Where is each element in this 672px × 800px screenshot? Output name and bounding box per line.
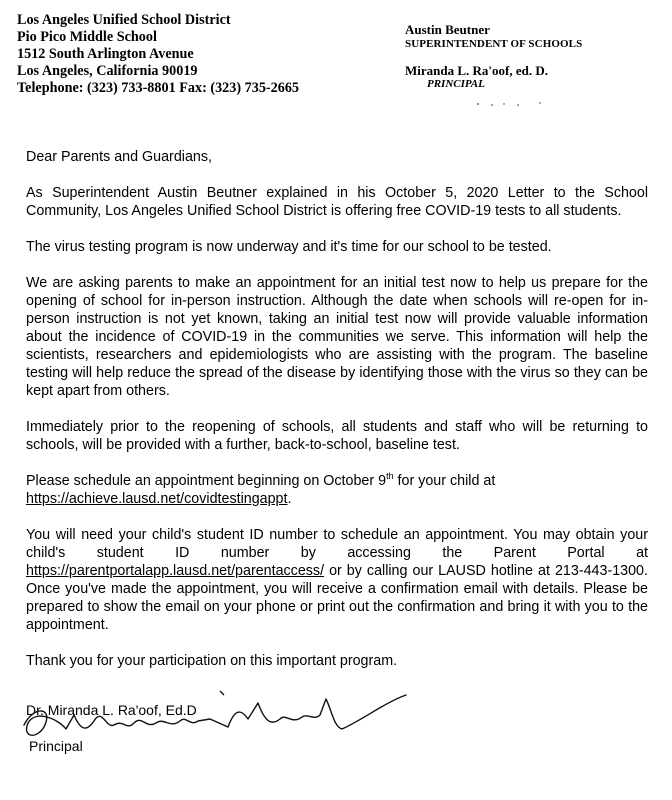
p5-text: Please schedule an appointment beginning on October 9 [26,473,387,489]
city-address: Los Angeles, California 90019 [17,63,198,79]
p6-text: You will need your child's student ID number to schedule an appointment. You may obtain your child's student ID number by accessing the Parent Portal at [26,527,648,561]
signer-title: Principal [29,738,83,754]
superintendent-name: Austin Beutner [405,22,490,37]
paragraph-1: As Superintendent Austin Beutner explained in his October 5, 2020 Letter to the School Community, Los Angeles Unified School District is offering free COVID-19 tests to all students. [26,185,648,219]
superintendent-title: SUPERINTENDENT OF SCHOOLS [405,38,583,50]
handwritten-signature [14,685,414,755]
signer-name: Dr. Miranda L. Ra'oof, Ed.D [26,702,197,718]
p5-superscript: th [386,471,394,482]
phone-fax: Telephone: (323) 733-8801 Fax: (323) 735-2665 [17,80,300,96]
school-name: Pio Pico Middle School [17,29,157,45]
principal-name: Miranda L. Ra'oof, ed. D. [405,63,548,78]
parent-portal-link[interactable]: https://parentportalapp.lausd.net/parentaccess/ [26,563,325,579]
testing-appointment-link[interactable]: https://achieve.lausd.net/covidtestingappt [26,491,288,507]
paragraph-5 [26,472,648,508]
letterhead-address [17,12,299,97]
p5-period: . [287,491,292,507]
paragraph-4: Immediately prior to the reopening of schools, all students and staff who will be returning to schools, will be provided with a further, back-to-school, baseline test. [26,419,648,453]
principal-title: PRINCIPAL [427,78,485,90]
salutation: Dear Parents and Guardians, [26,149,212,165]
street-address: 1512 South Arlington Avenue [17,46,194,62]
district-name: Los Angeles Unified School District [17,12,231,28]
paragraph-3: We are asking parents to make an appointment for an initial test now to help us prepare for the opening of school for in-person instruction. Although the date when schools will re-open for in-person instruction is not yet known, taking an initial test now will provide valuable information about the incidence of COVID-19 in the communities we serve. This information will help the scientists, researchers and epidemiologists who are assisting with the program. The baseline testing will help reduce the spread of the disease by identifying those with the virus so they can be kept apart from others. [26,275,648,399]
letter-body [26,148,648,688]
p5-text-after: for your child at [393,473,496,489]
officials-block [405,22,582,91]
paragraph-6 [26,526,648,634]
p6-text-after: or by calling our LAUSD hotline at 213-443-1300. Once you've made the appointment, you will receive a confirmation email with details. Please be prepared to show the email on your phone or print out the confirmation and bring it with you to the appointment. [26,563,648,633]
scan-specks [470,100,550,112]
paragraph-2: The virus testing program is now underway and it's time for our school to be tested. [26,239,552,255]
paragraph-7: Thank you for your participation on this important program. [26,653,398,669]
